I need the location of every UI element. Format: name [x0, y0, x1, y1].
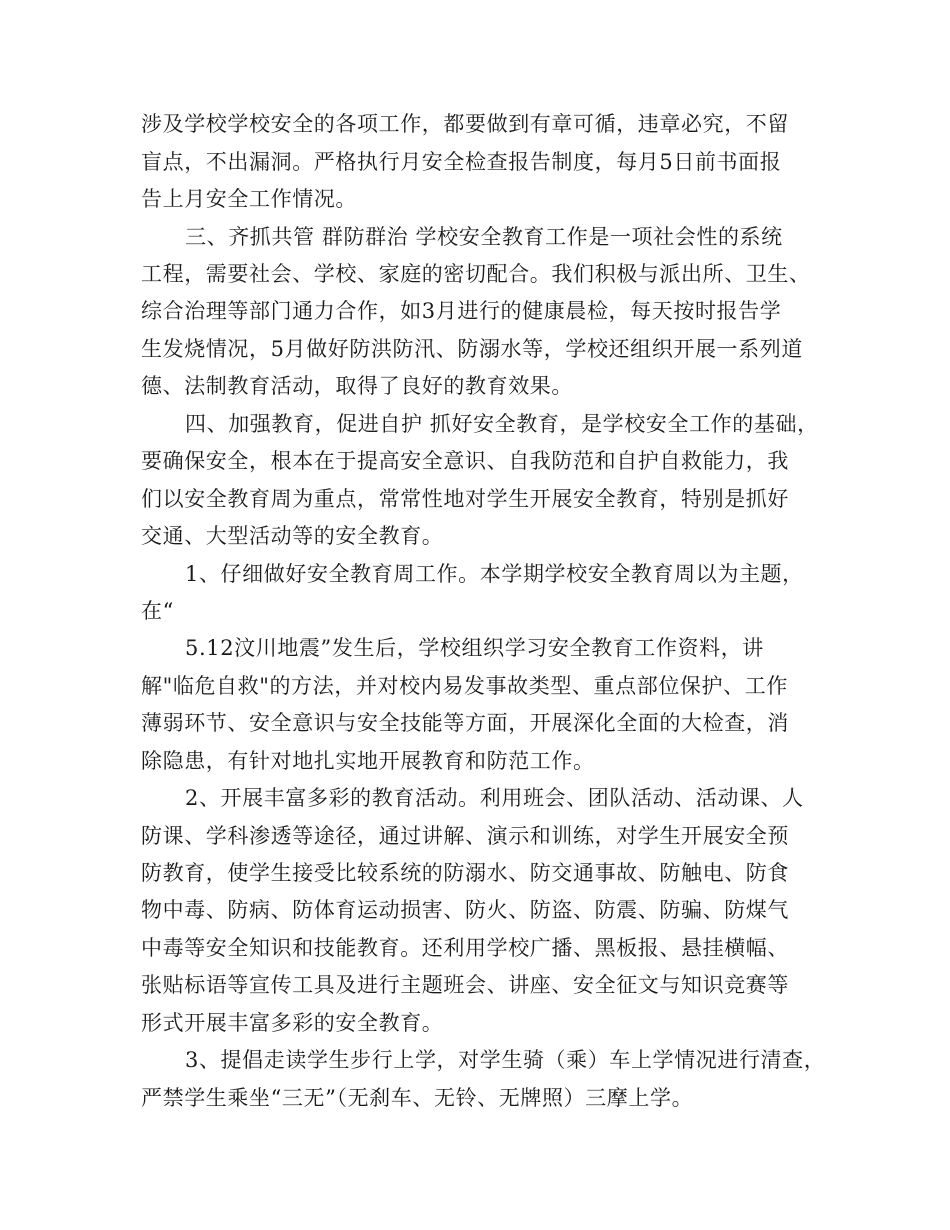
paragraph-start-line: 2、开展丰富多彩的教育活动。利用班会、团队活动、活动课、人: [185, 786, 804, 810]
text-line: 张贴标语等宣传工具及进行主题班会、讲座、安全征文与知识竞赛等: [141, 973, 789, 997]
text-line: 物中毒、防病、防体育运动损害、防火、防盗、防震、防骗、防煤气: [141, 898, 789, 922]
text-line: 薄弱环节、安全意识与安全技能等方面，开展深化全面的大检查，消: [141, 711, 789, 735]
text-line: 要确保安全，根本在于提高安全意识、自我防范和自护自救能力，我: [141, 449, 789, 473]
paragraph-start-line: 三、齐抓共管 群防群治 学校安全教育工作是一项社会性的系统: [185, 225, 783, 249]
text-line: 防课、学科渗透等途径，通过讲解、演示和训练，对学生开展安全预: [141, 824, 789, 848]
text-line: 盲点，不出漏洞。严格执行月安全检查报告制度，每月5日前书面报: [141, 150, 782, 174]
text-line: 涉及学校学校安全的各项工作，都要做到有章可循，违章必究，不留: [141, 112, 789, 136]
paragraph-start-line: 3、提倡走读学生步行上学，对学生骑（乘）车上学情况进行清查，: [185, 1048, 826, 1072]
text-line: 形式开展丰富多彩的安全教育。: [141, 1011, 444, 1035]
text-line: 严禁学生乘坐“三无”（无刹车、无铃、无牌照）三摩上学。: [141, 1086, 694, 1110]
paragraph-start-line: 5.12汶川地震”发生后，学校组织学习安全教育工作资料，讲: [185, 636, 764, 660]
text-line: 综合治理等部门通力合作，如3月进行的健康晨检，每天按时报告学: [141, 299, 782, 323]
text-line: 解"临危自救"的方法，并对校内易发事故类型、重点部位保护、工作: [141, 674, 788, 698]
text-line: 除隐患，有针对地扎实地开展教育和防范工作。: [141, 749, 595, 773]
text-line: 告上月安全工作情况。: [141, 187, 357, 211]
text-line: 们以安全教育周为重点，常常性地对学生开展安全教育，特别是抓好: [141, 487, 789, 511]
text-line: 德、法制教育活动，取得了良好的教育效果。: [141, 374, 573, 398]
paragraph-start-line: 1、仔细做好安全教育周工作。本学期学校安全教育周以为主题，: [185, 562, 804, 586]
text-line: 中毒等安全知识和技能教育。还利用学校广播、黑板报、悬挂横幅、: [141, 936, 789, 960]
text-line: 工程，需要社会、学校、家庭的密切配合。我们积极与派出所、卫生、: [141, 262, 811, 286]
text-line: 交通、大型活动等的安全教育。: [141, 524, 444, 548]
text-line: 生发烧情况，5月做好防洪防汛、防溺水等，学校还组织开展一系列道: [141, 337, 803, 361]
text-line: 防教育，使学生接受比较系统的防溺水、防交通事故、防触电、防食: [141, 861, 789, 885]
paragraph-start-line: 四、加强教育，促进自护 抓好安全教育，是学校安全工作的基础，: [185, 412, 819, 436]
text-line: 在“: [141, 599, 174, 623]
